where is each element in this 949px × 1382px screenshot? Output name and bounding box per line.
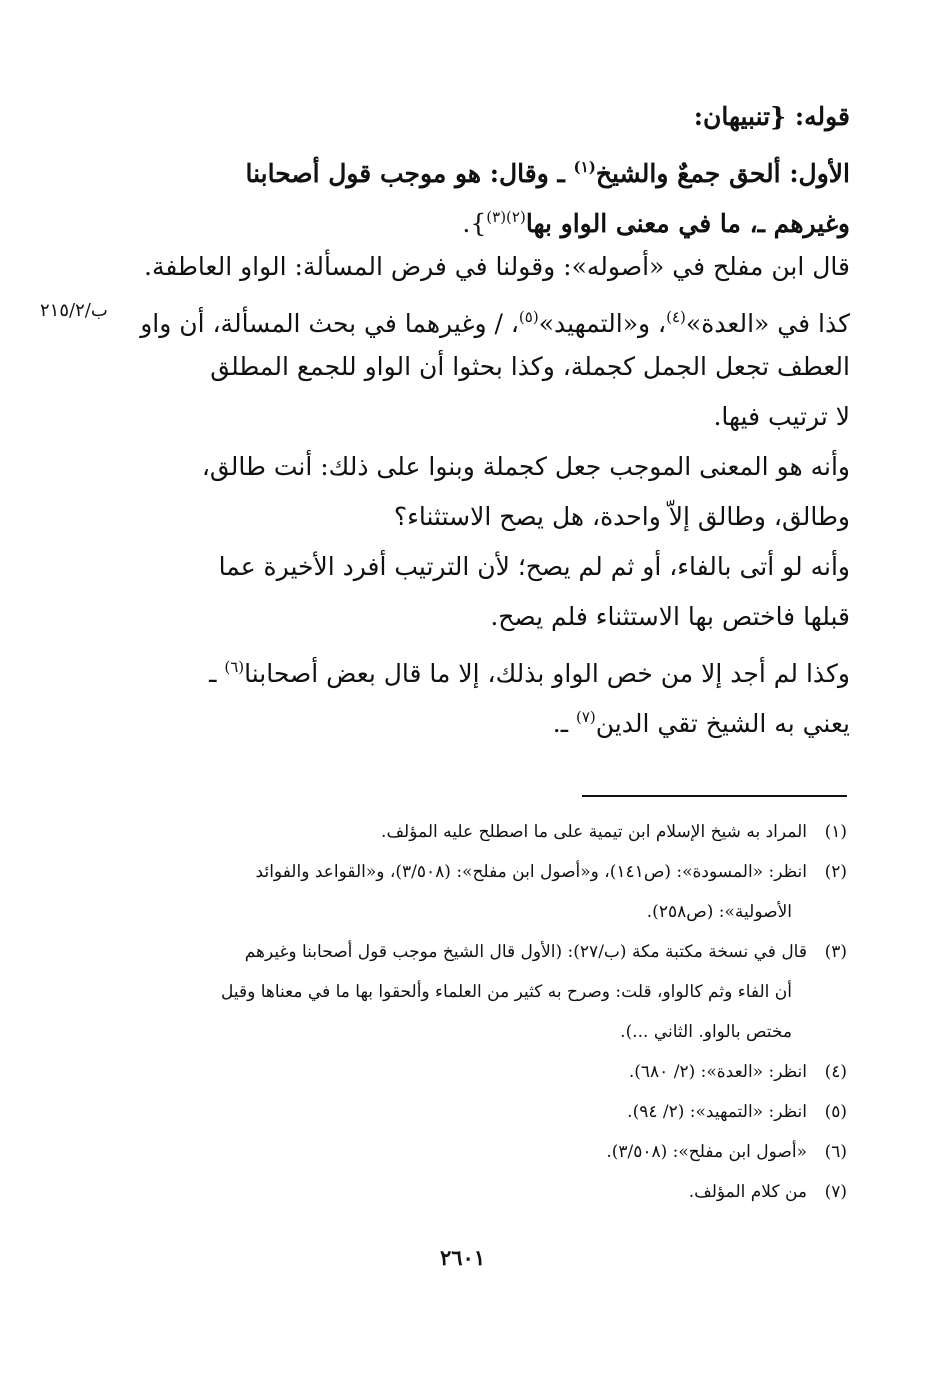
body-line-12: وكذا لم أجد إلا من خص الواو بذلك، إلا ما قال بعض أصحابنا$^{(٦)}$ ـ xyxy=(209,658,850,688)
footnote-ref: (٧) xyxy=(576,708,596,726)
footnote-ref: (٥) xyxy=(518,308,539,326)
footnote-6: (٦)«أصول ابن مفلح»: (٣/٥٠٨). xyxy=(606,1142,847,1162)
body-line-13: يعني به الشيخ تقي الدين$^{(٧)}$ ـ. xyxy=(552,708,850,738)
body-line-11: قبلها فاختص بها الاستثناء فلم يصح. xyxy=(490,602,850,631)
footnote-3: (٣)قال في نسخة مكتبة مكة (ب/٢٧): (الأول قال الشيخ موجب قول أصحابنا وغيرهم xyxy=(244,942,847,962)
body-line-4: قال ابن مفلح في «أصوله»: وقولنا في فرض المسألة: الواو العاطفة. xyxy=(144,252,850,281)
footnote-2: (٢)انظر: «المسودة»: (ص١٤١)، و«أصول ابن مفلح»: (٣/٥٠٨)، و«القواعد والفوائد xyxy=(255,862,847,882)
body-line-6: العطف تجعل الجمل كجملة، وكذا بحثوا أن الواو للجمع المطلق xyxy=(210,352,850,381)
page-number: ٢٦٠١ xyxy=(440,1245,486,1270)
body-line-5: كذا في «العدة»$^{(٤)}$، و«التمهيد»$^{(٥)}$، / وغيرهما في بحث المسألة، أن واو xyxy=(140,308,850,338)
body-line-7: لا ترتيب فيها. xyxy=(713,402,850,431)
body-line-10: وأنه لو أتى بالفاء، أو ثم لم يصح؛ لأن الترتيب أفرد الأخيرة عما xyxy=(218,552,850,581)
footnote-7: (٧)من كلام المؤلف. xyxy=(688,1182,847,1202)
footnote-ref: (١) xyxy=(573,158,596,176)
footnote-separator xyxy=(582,795,847,797)
footnote-2-cont: الأصولية»: (ص٢٥٨). xyxy=(646,902,792,922)
body-line-8: وأنه هو المعنى الموجب جعل كجملة وبنوا على ذلك: أنت طالق، xyxy=(201,452,850,481)
footnote-3-cont-1: أن الفاء وثم كالواو، قلت: وصرح به كثير من العلماء وألحقوا بها ما في معناها وقيل xyxy=(220,982,792,1002)
footnote-1: (١)المراد به شيخ الإسلام ابن تيمية على ما اصطلح عليه المؤلف. xyxy=(381,822,847,842)
body-line-1: قوله: {تنبيهان: xyxy=(693,102,850,131)
body-line-3: وغيرهم ـ، ما في معنى الواو بها$^{(٢)(٣)}$}. xyxy=(462,208,850,238)
footnote-ref: (٦) xyxy=(224,658,245,676)
footnote-4: (٤)انظر: «العدة»: (٢/ ٦٨٠). xyxy=(628,1062,847,1082)
footnote-ref: (٢)(٣) xyxy=(486,208,526,226)
footnote-5: (٥)انظر: «التمهيد»: (٢/ ٩٤). xyxy=(627,1102,847,1122)
margin-folio-note: ب/٢١٥/٢ xyxy=(40,300,108,321)
body-line-2: الأول: ألحق جمعٌ والشيخ$^{(١)}$ ـ وقال: هو موجب قول أصحابنا xyxy=(245,158,850,188)
footnote-3-cont-2: مختص بالواو. الثاني ...). xyxy=(620,1022,792,1042)
footnote-ref: (٤) xyxy=(666,308,686,326)
body-line-9: وطالق، وطالق إلاّ واحدة، هل يصح الاستثناء؟ xyxy=(393,502,850,531)
